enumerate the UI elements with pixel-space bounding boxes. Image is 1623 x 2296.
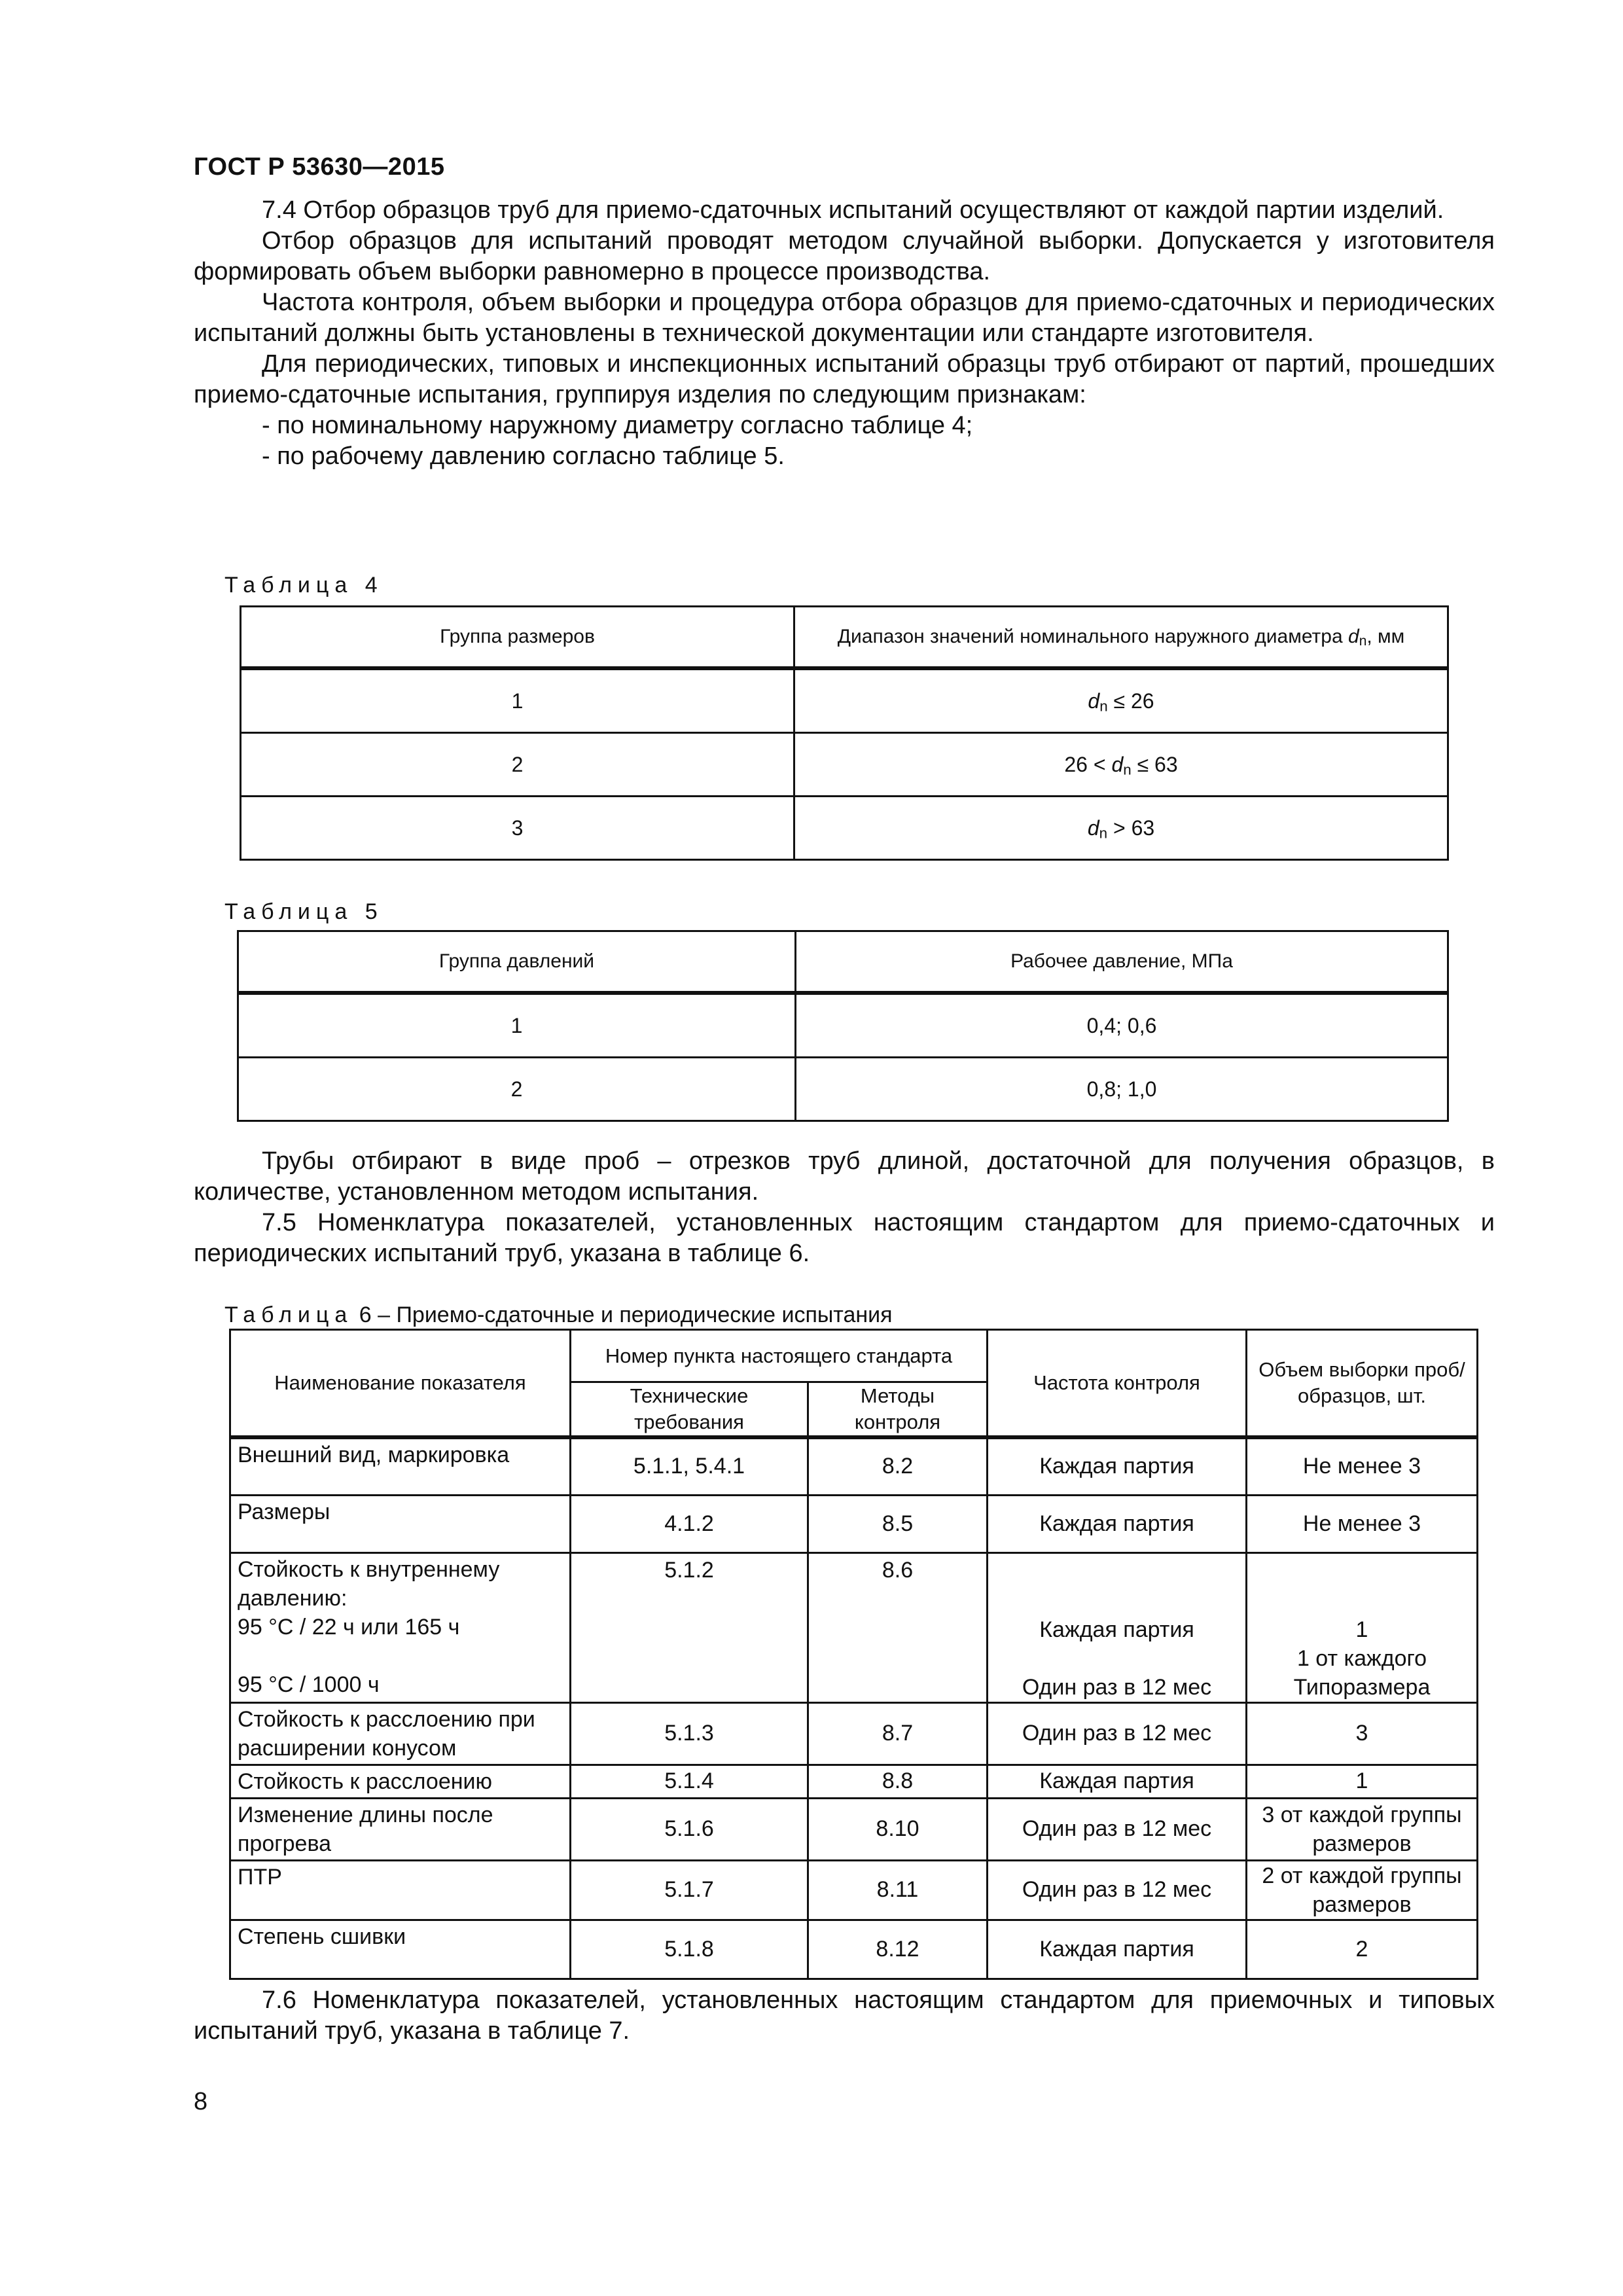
table-header-row <box>230 1330 1478 1382</box>
row-method: 8.11 <box>808 1860 988 1920</box>
row-frequency: Один раз в 12 мес <box>988 1702 1247 1765</box>
table-cell: 2 <box>241 733 794 797</box>
header-name: Наименование показателя <box>230 1330 571 1438</box>
paragraph: 7.6 Номенклатура показателей, установленных настоящим стандартом для приемочных и типовых испытаний труб, указана в таблице 7. <box>194 1986 1495 2045</box>
row-sample: Не менее 3 <box>1247 1437 1478 1495</box>
table-cell <box>794 797 1448 860</box>
row-tech: 5.1.8 <box>571 1920 808 1979</box>
row-name: Изменение длины после прогрева <box>230 1798 571 1860</box>
table-row <box>241 797 1448 860</box>
table5-caption: Таблица 5 <box>224 899 383 924</box>
table-row <box>230 1860 1478 1920</box>
row-frequency: Каждая партия <box>988 1437 1247 1495</box>
frequency-line: Каждая партия <box>1039 1617 1194 1642</box>
row-method: 8.7 <box>808 1702 988 1765</box>
header-tech: Технические требования <box>571 1382 808 1438</box>
table-header-cell: Рабочее давление, МПа <box>796 931 1448 994</box>
table-cell: 0,4; 0,6 <box>796 993 1448 1058</box>
sample-line: 1 от каждого Типоразмера <box>1293 1645 1431 1700</box>
row-name: Размеры <box>230 1495 571 1552</box>
symbol-sub: n <box>1123 761 1132 778</box>
frequency-line: Один раз в 12 мес <box>1022 1674 1212 1700</box>
table6-caption <box>224 1302 893 1328</box>
paragraph: Для периодических, типовых и инспекционных испытаний образцы труб отбирают от партий, прошедших приемо-сдаточные испытания, группируя изделия по следующим признакам: <box>194 350 1495 408</box>
header-sample: Объем выборки проб/образцов, шт. <box>1247 1330 1478 1438</box>
row-sample: 1 <box>1247 1765 1478 1798</box>
table4-caption: Таблица 4 <box>224 573 383 598</box>
sample-line: 1 <box>1355 1617 1368 1642</box>
table-row <box>230 1495 1478 1552</box>
range-suffix: > 63 <box>1107 816 1155 840</box>
row-sample: Не менее 3 <box>1247 1495 1478 1552</box>
table4 <box>240 605 1449 861</box>
table-header-cell: Группа размеров <box>241 607 794 669</box>
table-row <box>241 668 1448 733</box>
table-cell: 3 <box>241 797 794 860</box>
symbol-sub: n <box>1099 697 1108 714</box>
table-cell <box>794 733 1448 797</box>
row-sample <box>1247 1552 1478 1702</box>
row-tech: 5.1.4 <box>571 1765 808 1798</box>
table-row <box>230 1798 1478 1860</box>
table-header-cell: Группа давлений <box>238 931 796 994</box>
row-sample: 3 <box>1247 1702 1478 1765</box>
table-row <box>238 1058 1448 1121</box>
row-name <box>230 1552 571 1702</box>
row-name-title: Стойкость к внутреннему давлению: <box>238 1556 500 1611</box>
table-row <box>230 1552 1478 1702</box>
symbol: d <box>1348 626 1359 647</box>
row-name: Стойкость к расслоению <box>230 1765 571 1798</box>
row-tech: 5.1.7 <box>571 1860 808 1920</box>
header-frequency: Частота контроля <box>988 1330 1247 1438</box>
row-frequency <box>988 1552 1247 1702</box>
table-header-cell <box>794 607 1448 669</box>
range-suffix: ≤ 26 <box>1107 689 1154 713</box>
row-sample: 2 <box>1247 1920 1478 1979</box>
symbol-sub: n <box>1359 634 1367 649</box>
caption-label: Таблица <box>224 1302 353 1327</box>
row-method: 8.8 <box>808 1765 988 1798</box>
paragraph: Отбор образцов для испытаний проводят методом случайной выборки. Допускается у изготовителя формировать объем выборки равномерно в процессе производства. <box>194 227 1495 285</box>
row-frequency: Каждая партия <box>988 1495 1247 1552</box>
symbol: d <box>1087 816 1099 840</box>
table-row <box>238 993 1448 1058</box>
table-header-row <box>241 607 1448 669</box>
row-name-condition: 95 °С / 1000 ч <box>238 1672 380 1697</box>
row-sample: 2 от каждой группы размеров <box>1247 1860 1478 1920</box>
list-item: - по рабочему давлению согласно таблице 5. <box>262 442 785 470</box>
table-row <box>230 1920 1478 1979</box>
table-cell: 0,8; 1,0 <box>796 1058 1448 1121</box>
row-method: 8.2 <box>808 1437 988 1495</box>
table-cell <box>794 668 1448 733</box>
table-row <box>230 1702 1478 1765</box>
text-block-bottom <box>194 1985 1495 2047</box>
paragraph: Частота контроля, объем выборки и процедура отбора образцов для приемо-сдаточных и периодических испытаний должны быть установлены в технической документации или стандарте изготовителя. <box>194 289 1495 347</box>
row-tech: 5.1.1, 5.4.1 <box>571 1437 808 1495</box>
range-prefix: 26 < <box>1064 752 1112 776</box>
document-id-header: ГОСТ Р 53630—2015 <box>194 153 445 181</box>
row-tech: 5.1.3 <box>571 1702 808 1765</box>
row-method: 8.5 <box>808 1495 988 1552</box>
table5 <box>237 930 1449 1122</box>
row-sample: 3 от каждой группы размеров <box>1247 1798 1478 1860</box>
row-method: 8.10 <box>808 1798 988 1860</box>
table-row <box>230 1437 1478 1495</box>
range-suffix: ≤ 63 <box>1131 752 1178 776</box>
table-row <box>241 733 1448 797</box>
table-cell: 2 <box>238 1058 796 1121</box>
row-frequency: Каждая партия <box>988 1920 1247 1979</box>
table-row <box>230 1765 1478 1798</box>
symbol-sub: n <box>1099 824 1108 841</box>
table-header-row <box>238 931 1448 994</box>
header-unit: , мм <box>1366 626 1405 647</box>
header-clause-group: Номер пункта настоящего стандарта <box>571 1330 988 1382</box>
list-item: - по номинальному наружному диаметру согласно таблице 4; <box>262 412 973 439</box>
paragraph: Трубы отбирают в виде проб – отрезков труб длиной, достаточной для получения образцов, в количестве, установленном методом испытания. <box>194 1147 1495 1206</box>
table-cell: 1 <box>241 668 794 733</box>
text-block-top <box>194 195 1495 472</box>
row-tech: 4.1.2 <box>571 1495 808 1552</box>
symbol: d <box>1088 689 1100 713</box>
paragraph: 7.5 Номенклатура показателей, установленных настоящим стандартом для приемо-сдаточных и периодических испытаний труб, указана в таблице 6. <box>194 1209 1495 1267</box>
row-name: Степень сшивки <box>230 1920 571 1979</box>
row-tech: 5.1.6 <box>571 1798 808 1860</box>
row-name: Внешний вид, маркировка <box>230 1437 571 1495</box>
row-frequency: Один раз в 12 мес <box>988 1798 1247 1860</box>
page-number: 8 <box>194 2088 208 2115</box>
caption-title: 6 – Приемо-сдаточные и периодические испытания <box>353 1302 893 1327</box>
row-method: 8.6 <box>808 1552 988 1702</box>
header-methods: Методы контроля <box>808 1382 988 1438</box>
row-name: Стойкость к расслоению при расширении конусом <box>230 1702 571 1765</box>
row-name: ПТР <box>230 1860 571 1920</box>
header-label: Диапазон значений номинального наружного диаметра <box>837 626 1343 647</box>
row-tech: 5.1.2 <box>571 1552 808 1702</box>
row-frequency: Один раз в 12 мес <box>988 1860 1247 1920</box>
symbol: d <box>1111 752 1124 776</box>
paragraph: 7.4 Отбор образцов труб для приемо-сдаточных испытаний осуществляют от каждой партии изделий. <box>262 196 1444 224</box>
text-block-mid <box>194 1146 1495 1269</box>
row-method: 8.12 <box>808 1920 988 1979</box>
row-name-condition: 95 °С / 22 ч или 165 ч <box>238 1614 460 1640</box>
row-frequency: Каждая партия <box>988 1765 1247 1798</box>
table-cell: 1 <box>238 993 796 1058</box>
table6 <box>229 1329 1478 1980</box>
